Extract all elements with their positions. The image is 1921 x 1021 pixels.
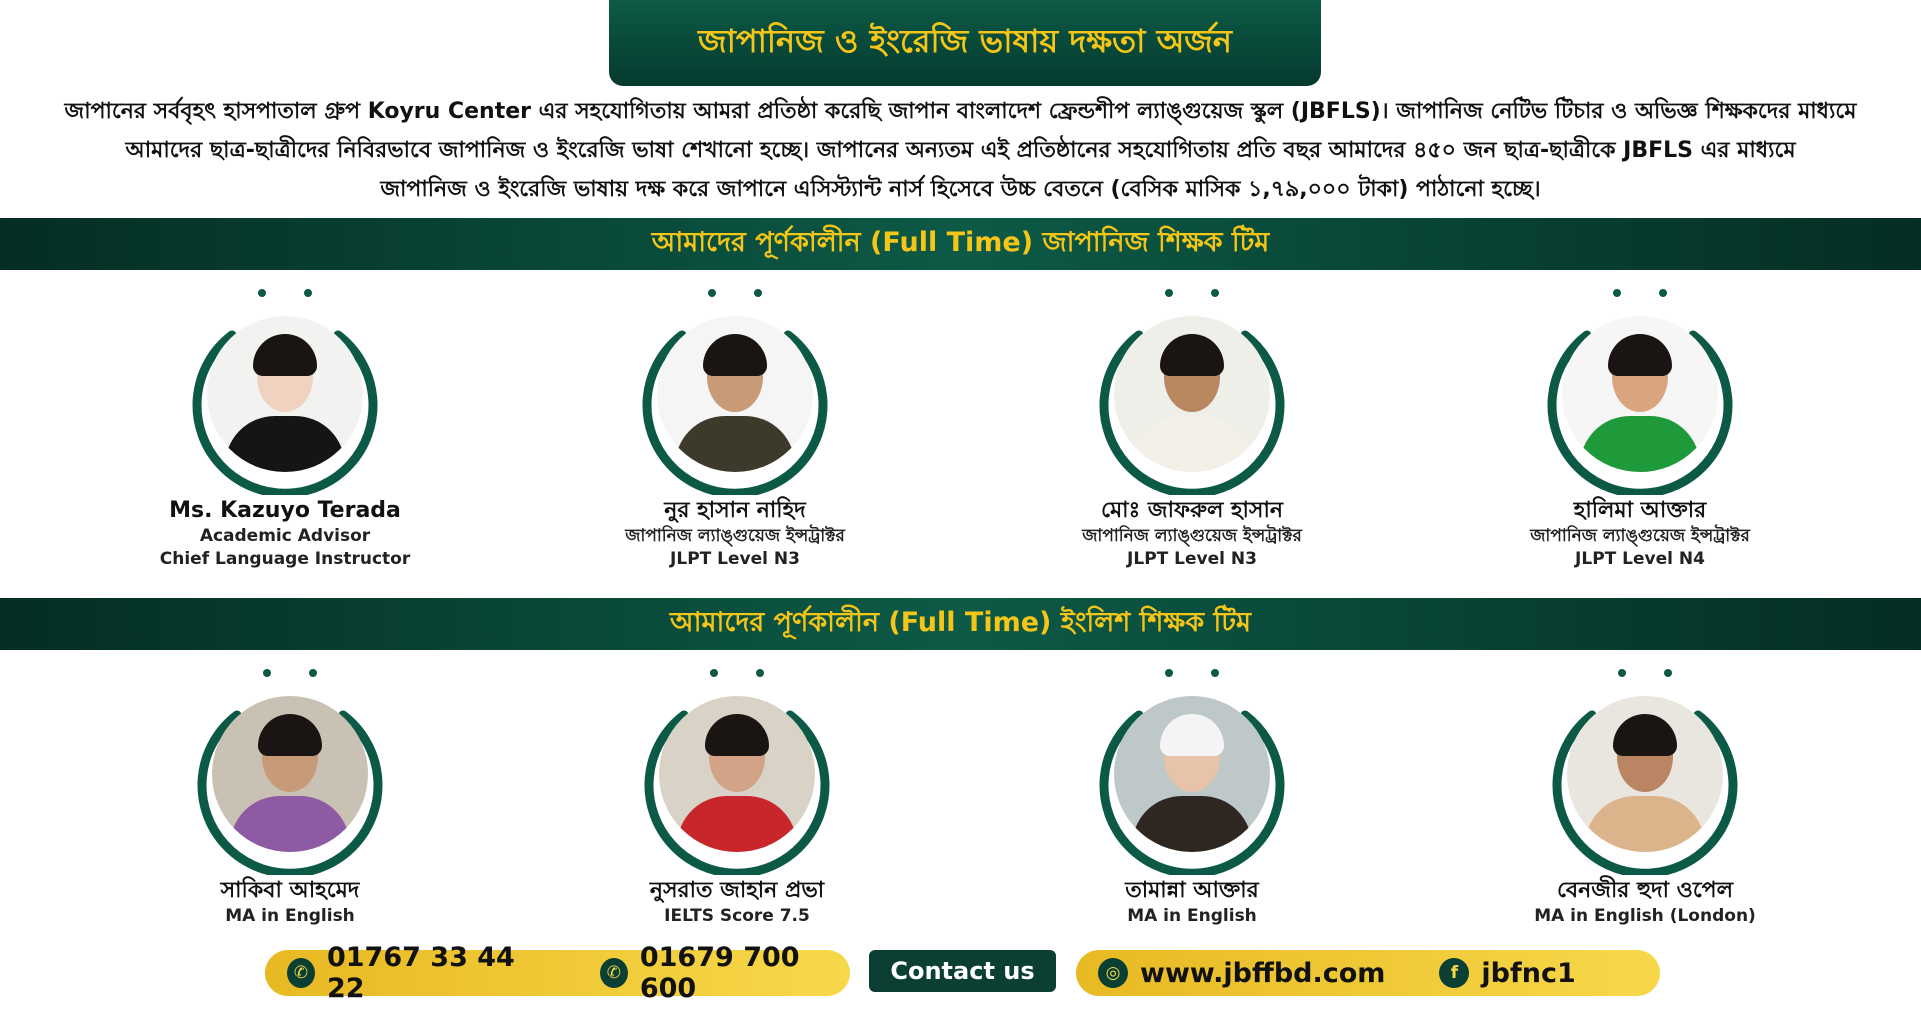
- contact-us-label: Contact us: [890, 957, 1035, 985]
- intro-paragraph: [20, 92, 1901, 209]
- website-link[interactable]: [1098, 958, 1385, 989]
- teacher-role: জাপানিজ ল্যাঙ্গুয়েজ ইন্সট্রাক্টর: [1530, 526, 1750, 546]
- teacher-card: [125, 665, 455, 928]
- phone-number: 01679 700 600: [639, 942, 800, 1004]
- phone-link-2[interactable]: [600, 942, 850, 1004]
- teacher-name: সাকিবা আহমেদ: [220, 878, 360, 903]
- teacher-photo: [207, 316, 363, 472]
- phone-icon: ✆: [600, 958, 628, 988]
- teacher-photo-frame: [1535, 285, 1745, 495]
- teacher-name: নুর হাসান নাহিদ: [664, 498, 806, 523]
- teacher-photo: [1114, 696, 1270, 852]
- web-social-bar: [1076, 950, 1660, 996]
- japanese-team-heading-band: [0, 218, 1921, 270]
- teacher-photo: [1562, 316, 1718, 472]
- intro-line: জাপানের সর্ববৃহৎ হাসপাতাল গ্রুপ Koyru Center এর সহযোগিতায় আমরা প্রতিষ্ঠা করেছি জাপান বাংলাদেশ ফ্রেন্ডশীপ ল্যাঙ্গুয়েজ স্কুল (JBFLS)। জাপানিজ নেটিভ টিচার ও অভিজ্ঞ শিক্ষকদের মাধ্যমে: [64, 99, 1857, 124]
- page-title-banner: [609, 0, 1321, 86]
- teacher-card: [570, 285, 900, 571]
- website-text: www.jbffbd.com: [1140, 957, 1386, 989]
- phone-link-1[interactable]: [287, 942, 546, 1004]
- teacher-card: [1027, 665, 1357, 928]
- teacher-photo: [212, 696, 368, 852]
- teacher-role: Chief Language Instructor: [159, 549, 411, 569]
- english-team-heading-band: [0, 598, 1921, 650]
- teacher-name: Ms. Kazuyo Terada: [169, 498, 401, 523]
- teacher-name: মোঃ জাফরুল হাসান: [1101, 498, 1283, 523]
- facebook-handle: jbfnc1: [1481, 957, 1576, 989]
- teacher-name: নুসরাত জাহান প্রভা: [649, 878, 825, 903]
- teacher-name: বেনজীর হুদা ওপেল: [1556, 878, 1734, 903]
- phone-number: 01767 33 44 22: [326, 942, 515, 1004]
- globe-icon: ◎: [1098, 958, 1128, 988]
- teacher-role: জাপানিজ ল্যাঙ্গুয়েজ ইন্সট্রাক্টর: [1082, 526, 1302, 546]
- intro-line: জাপানিজ ও ইংরেজি ভাষায় দক্ষ করে জাপানে এসিস্ট্যান্ট নার্স হিসেবে উচ্চ বেতনে (বেসিক মাসিক ১,৭৯,০০০ টাকা) পাঠানো হচ্ছে।: [380, 177, 1541, 202]
- teacher-role: MA in English: [1127, 906, 1257, 926]
- teacher-photo: [1114, 316, 1270, 472]
- facebook-icon: f: [1439, 958, 1469, 988]
- teacher-photo-frame: [180, 285, 390, 495]
- teacher-role: জাপানিজ ল্যাঙ্গুয়েজ ইন্সট্রাক্টর: [625, 526, 845, 546]
- teacher-photo-frame: [1087, 665, 1297, 875]
- teacher-card: [1475, 285, 1805, 571]
- page-title: জাপানিজ ও ইংরেজি ভাষায় দক্ষতা অর্জন: [697, 22, 1233, 60]
- teacher-role: JLPT Level N3: [1127, 549, 1257, 569]
- phone-icon: ✆: [287, 958, 315, 988]
- teacher-name: তামান্না আক্তার: [1125, 878, 1259, 903]
- english-team-heading: আমাদের পূর্ণকালীন (Full Time) ইংলিশ শিক্ষক টিম: [670, 606, 1251, 638]
- teacher-photo: [657, 316, 813, 472]
- teacher-card: [120, 285, 450, 571]
- intro-line: আমাদের ছাত্র-ছাত্রীদের নিবিরভাবে জাপানিজ ও ইংরেজি ভাষা শেখানো হচ্ছে। জাপানের অন্যতম এই প্রতিষ্ঠানের সহযোগিতায় প্রতি বছর আমাদের ৪৫০ জন ছাত্র-ছাত্রীকে JBFLS এর মাধ্যমে: [125, 138, 1796, 163]
- facebook-link[interactable]: [1439, 958, 1575, 989]
- teacher-role: JLPT Level N4: [1575, 549, 1705, 569]
- teacher-card: [1480, 665, 1810, 928]
- teacher-role: JLPT Level N3: [670, 549, 800, 569]
- teacher-photo-frame: [632, 665, 842, 875]
- teacher-photo-frame: [630, 285, 840, 495]
- phone-bar: [265, 942, 850, 1004]
- teacher-photo-frame: [185, 665, 395, 875]
- teacher-card: [1027, 285, 1357, 571]
- teacher-role: Academic Advisor: [199, 526, 371, 546]
- teacher-card: [572, 665, 902, 928]
- teacher-role: MA in English: [225, 906, 355, 926]
- teacher-photo-frame: [1540, 665, 1750, 875]
- teacher-name: হালিমা আক্তার: [1573, 498, 1707, 523]
- teacher-role: MA in English (London): [1534, 906, 1756, 926]
- contact-us-button[interactable]: [869, 950, 1056, 992]
- teacher-photo: [1567, 696, 1723, 852]
- teacher-photo: [659, 696, 815, 852]
- japanese-team-heading: আমাদের পূর্ণকালীন (Full Time) জাপানিজ শিক্ষক টিম: [651, 226, 1270, 258]
- teacher-photo-frame: [1087, 285, 1297, 495]
- teacher-role: IELTS Score 7.5: [664, 906, 810, 926]
